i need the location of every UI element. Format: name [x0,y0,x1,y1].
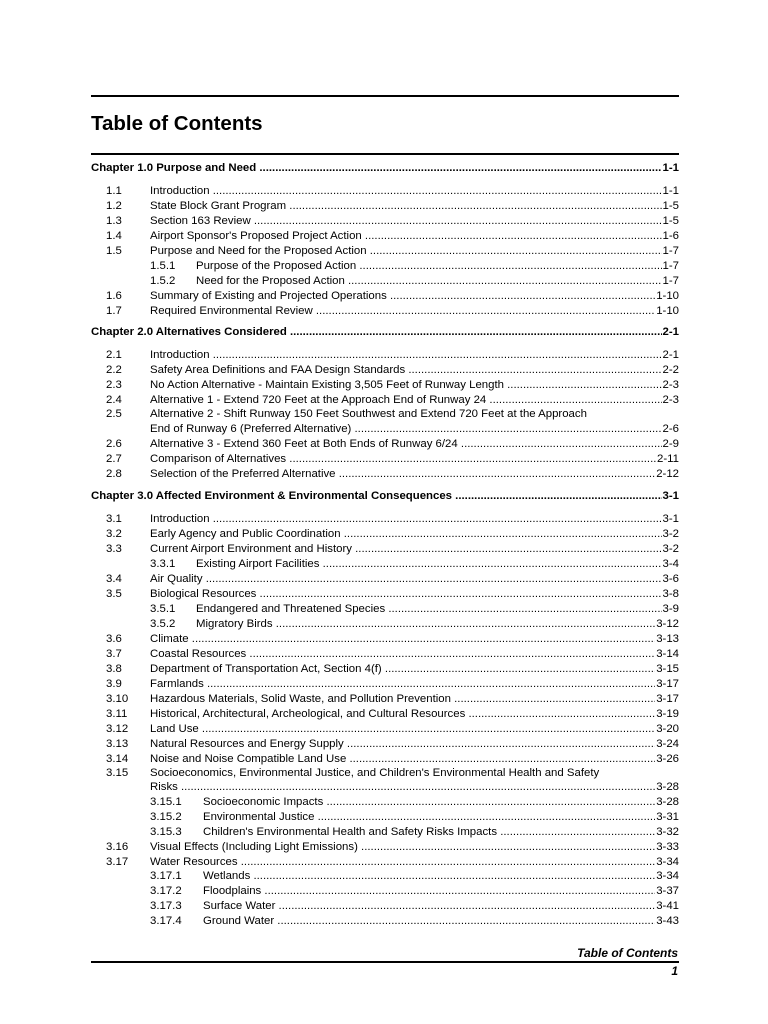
toc-entry-number: 3.9 [106,678,122,690]
toc-entry[interactable] [150,199,679,214]
toc-entry-title: Selection of the Preferred Alternative ..... [150,468,679,480]
top-rule [91,95,679,97]
toc-entry-title: Hazardous Materials, Solid Waste, and Pollution Prevention ..... [150,693,679,705]
toc-entry-title: Alternative 3 - Extend 360 Feet at Both Ends of Runway 6/24 ..... [150,438,679,450]
toc-entry-number: 1.1 [106,185,122,197]
toc-entry-title: Coastal Resources ..... [150,648,679,660]
toc-entry-title: Noise and Noise Compatible Land Use ..... [150,753,679,765]
toc-entry-number: 2.4 [106,394,122,406]
chapter-heading[interactable] [91,325,679,340]
toc-entry-title: Introduction ..... [150,513,679,525]
toc-page-number: 1-7 [662,275,679,287]
toc-entry-number: 2.8 [106,468,122,480]
toc-entry[interactable] [150,677,679,692]
toc-entry-number: 3.4 [106,573,122,585]
toc-entry[interactable] [150,707,679,722]
toc-entry[interactable] [150,214,679,229]
toc-entry-number: 1.2 [106,200,122,212]
toc-entry-title: Climate ..... [150,633,679,645]
toc-entry[interactable] [150,452,679,467]
toc-page-number: 3-17 [656,678,679,690]
toc-entry-number: 3.5.2 [150,618,176,630]
toc-page-number: 3-20 [656,723,679,735]
toc-entry[interactable] [150,289,679,304]
chapter-heading[interactable] [91,161,679,176]
toc-entry-title: Chapter 1.0 Purpose and Need ..... [91,162,679,174]
toc-entry-number: 3.15.3 [150,826,182,838]
toc-entry-number: 3.6 [106,633,122,645]
toc-page-number: 3-34 [656,870,679,882]
toc-entry[interactable] [150,692,679,707]
toc-entry-number: 3.15 [106,767,129,779]
title-rule [91,153,679,155]
toc-entry[interactable] [150,304,679,319]
toc-entry-title: Air Quality ..... [150,573,679,585]
toc-entry-number: 1.3 [106,215,122,227]
toc-entry-number: 3.12 [106,723,129,735]
toc-entry[interactable] [150,512,679,527]
toc-entry-title: Floodplains ..... [203,885,679,897]
toc-page-number: 2-3 [662,379,679,391]
toc-page-number: 3-41 [656,900,679,912]
toc-page-number: 2-12 [656,468,679,480]
footer-page-number: 1 [671,964,678,978]
toc-entry-title: Surface Water ..... [203,900,679,912]
toc-entry[interactable] [196,602,679,617]
toc-entry-number: 3.14 [106,753,129,765]
toc-entry-number: 3.5.1 [150,603,176,615]
toc-page-number: 3-26 [656,753,679,765]
toc-page-number: 3-37 [656,885,679,897]
toc-entry-title: Alternative 1 - Extend 720 Feet at the Approach End of Runway 24 ..... [150,394,679,406]
toc-entry[interactable] [150,840,679,855]
toc-entry-number: 3.17.2 [150,885,182,897]
toc-entry-title: Chapter 3.0 Affected Environment & Environmental Consequences ..... [91,490,679,502]
toc-entry[interactable] [203,914,679,929]
toc-entry-number: 3.16 [106,841,129,853]
toc-entry[interactable] [150,587,679,602]
toc-entry-title: Historical, Architectural, Archeological, and Cultural Resources ..... [150,708,679,720]
toc-entry[interactable] [203,884,679,899]
toc-entry-number: 2.5 [106,408,122,420]
toc-entry-number: 3.5 [106,588,122,600]
toc-entry-title[interactable]: Socioeconomics, Environmental Justice, and Children's Environmental Health and Safety [150,767,600,779]
toc-page-number: 2-3 [662,394,679,406]
toc-entry-number: 3.11 [106,708,128,720]
toc-entry-number: 3.10 [106,693,129,705]
toc-entry-title: State Block Grant Program ..... [150,200,679,212]
toc-entry[interactable] [196,617,679,632]
toc-entry[interactable] [150,437,679,452]
toc-entry[interactable] [150,229,679,244]
toc-page-number: 3-28 [656,781,679,793]
toc-entry-title: Ground Water ..... [203,915,679,927]
toc-entry-number: 3.17.4 [150,915,182,927]
toc-page-number: 3-2 [662,528,679,540]
toc-entry-title: Need for the Proposed Action ..... [196,275,679,287]
toc-entry[interactable] [203,810,679,825]
toc-entry-title: Current Airport Environment and History ..... [150,543,679,555]
toc-entry[interactable] [203,795,679,810]
toc-entry[interactable] [196,259,679,274]
toc-page-number: 1-1 [662,162,679,174]
toc-entry[interactable] [150,662,679,677]
page-title: Table of Contents [91,112,263,135]
toc-page-number: 3-9 [662,603,679,615]
toc-page-number: 3-34 [656,856,679,868]
toc-page-number: 3-1 [662,490,679,502]
toc-page-number: 2-1 [662,349,679,361]
toc-entry-number: 3.8 [106,663,122,675]
toc-page-number: 1-1 [662,185,679,197]
toc-entry-title: Existing Airport Facilities ..... [196,558,679,570]
toc-page-number: 3-19 [656,708,679,720]
toc-entry-title: Farmlands ..... [150,678,679,690]
toc-page-number: 3-31 [656,811,679,823]
toc-entry-number: 3.17.1 [150,870,182,882]
toc-entry-title: Endangered and Threatened Species ..... [196,603,679,615]
toc-entry[interactable] [150,527,679,542]
toc-entry-number: 2.3 [106,379,122,391]
toc-page-number: 3-13 [656,633,679,645]
toc-entry[interactable] [150,752,679,767]
toc-entry-number: 3.15.2 [150,811,182,823]
toc-entry-title: Safety Area Definitions and FAA Design Standards ..... [150,364,679,376]
toc-entry-number: 1.6 [106,290,122,302]
toc-entry-title: Natural Resources and Energy Supply ..... [150,738,679,750]
toc-entry-number: 2.1 [106,349,122,361]
toc-page-number: 2-9 [662,438,679,450]
toc-entry-title: Purpose and Need for the Proposed Action ..... [150,245,679,257]
toc-entry[interactable] [150,855,679,870]
toc-entry[interactable] [150,378,679,393]
toc-entry[interactable] [203,869,679,884]
toc-page-number: 1-7 [662,245,679,257]
toc-entry-title: Children's Environmental Health and Safety Risks Impacts ..... [203,826,679,838]
toc-entry-title: Land Use ..... [150,723,679,735]
footer-title: Table of Contents [577,946,678,960]
toc-entry[interactable] [150,184,679,199]
toc-entry[interactable] [150,422,679,437]
toc-entry-title: Risks ..... [150,781,679,793]
toc-page-number: 3-32 [656,826,679,838]
toc-entry-title: End of Runway 6 (Preferred Alternative) ..... [150,423,679,435]
toc-entry[interactable] [150,363,679,378]
toc-entry-number: 3.2 [106,528,122,540]
toc-entry-title: Section 163 Review ..... [150,215,679,227]
toc-entry-number: 3.17.3 [150,900,182,912]
toc-entry[interactable] [150,542,679,557]
toc-entry-title: Environmental Justice ..... [203,811,679,823]
toc-page-number: 3-43 [656,915,679,927]
toc-entry-title: Wetlands ..... [203,870,679,882]
toc-entry-title: Water Resources ..... [150,856,679,868]
toc-entry-title: Chapter 2.0 Alternatives Considered ..... [91,326,679,338]
toc-entry-title: Comparison of Alternatives ..... [150,453,679,465]
toc-entry[interactable] [150,467,679,482]
toc-entry-number: 3.1 [106,513,122,525]
toc-entry-title: Introduction ..... [150,185,679,197]
toc-entry-number: 1.4 [106,230,122,242]
toc-entry[interactable] [150,780,679,795]
toc-entry-title[interactable]: Alternative 2 - Shift Runway 150 Feet Southwest and Extend 720 Feet at the Approach [150,408,587,420]
toc-entry-number: 2.6 [106,438,122,450]
toc-page-number: 3-14 [656,648,679,660]
toc-entry[interactable] [150,348,679,363]
toc-page-number: 3-24 [656,738,679,750]
toc-page-number: 1-7 [662,260,679,272]
toc-entry[interactable] [150,572,679,587]
toc-page-number: 3-33 [656,841,679,853]
toc-entry-number: 3.7 [106,648,122,660]
toc-entry[interactable] [196,274,679,289]
toc-entry-title: Airport Sponsor's Proposed Project Action ..... [150,230,679,242]
toc-entry-number: 3.3.1 [150,558,176,570]
toc-entry-title: Summary of Existing and Projected Operations ..... [150,290,679,302]
toc-page-number: 3-15 [656,663,679,675]
toc-entry-title: Visual Effects (Including Light Emissions) ..... [150,841,679,853]
toc-entry-title: No Action Alternative - Maintain Existing 3,505 Feet of Runway Length ..... [150,379,679,391]
toc-entry-title: Early Agency and Public Coordination ..... [150,528,679,540]
toc-entry[interactable] [150,632,679,647]
toc-page-number: 1-5 [662,215,679,227]
toc-entry-title: Migratory Birds ..... [196,618,679,630]
toc-entry[interactable] [150,244,679,259]
toc-entry[interactable] [203,899,679,914]
toc-entry[interactable] [150,722,679,737]
toc-entry[interactable] [150,737,679,752]
toc-entry-number: 1.7 [106,305,122,317]
toc-entry-title: Biological Resources ..... [150,588,679,600]
toc-entry[interactable] [203,825,679,840]
toc-page-number: 1-5 [662,200,679,212]
toc-entry-number: 3.3 [106,543,122,555]
toc-page-number: 1-10 [656,290,679,302]
toc-page-number: 3-17 [656,693,679,705]
toc-entry[interactable] [150,393,679,408]
toc-page-number: 1-6 [662,230,679,242]
toc-page-number: 3-6 [662,573,679,585]
toc-entry-number: 2.7 [106,453,122,465]
toc-page-number: 2-6 [662,423,679,435]
toc-entry-number: 2.2 [106,364,122,376]
toc-page-number: 3-28 [656,796,679,808]
toc-entry-number: 1.5.2 [150,275,176,287]
toc-entry-number: 1.5 [106,245,122,257]
toc-entry-number: 3.13 [106,738,129,750]
toc-entry-title: Department of Transportation Act, Section 4(f) ..... [150,663,679,675]
toc-page-number: 2-11 [657,453,679,465]
toc-entry-number: 3.15.1 [150,796,182,808]
toc-entry[interactable] [196,557,679,572]
toc-page-number: 3-2 [662,543,679,555]
toc-page-number: 2-2 [662,364,679,376]
toc-page-number: 3-4 [662,558,679,570]
toc-entry-title: Introduction ..... [150,349,679,361]
toc-page-number: 3-12 [656,618,679,630]
toc-page-number: 3-1 [662,513,679,525]
toc-entry-number: 1.5.1 [150,260,176,272]
toc-page-number: 1-10 [656,305,679,317]
chapter-heading[interactable] [91,489,679,504]
toc-page-number: 2-1 [662,326,679,338]
footer-rule [91,961,679,963]
toc-entry-title: Socioeconomic Impacts ..... [203,796,679,808]
toc-entry-title: Required Environmental Review ..... [150,305,679,317]
toc-entry[interactable] [150,647,679,662]
toc-page-number: 3-8 [662,588,679,600]
toc-entry-title: Purpose of the Proposed Action ..... [196,260,679,272]
toc-entry-number: 3.17 [106,856,129,868]
